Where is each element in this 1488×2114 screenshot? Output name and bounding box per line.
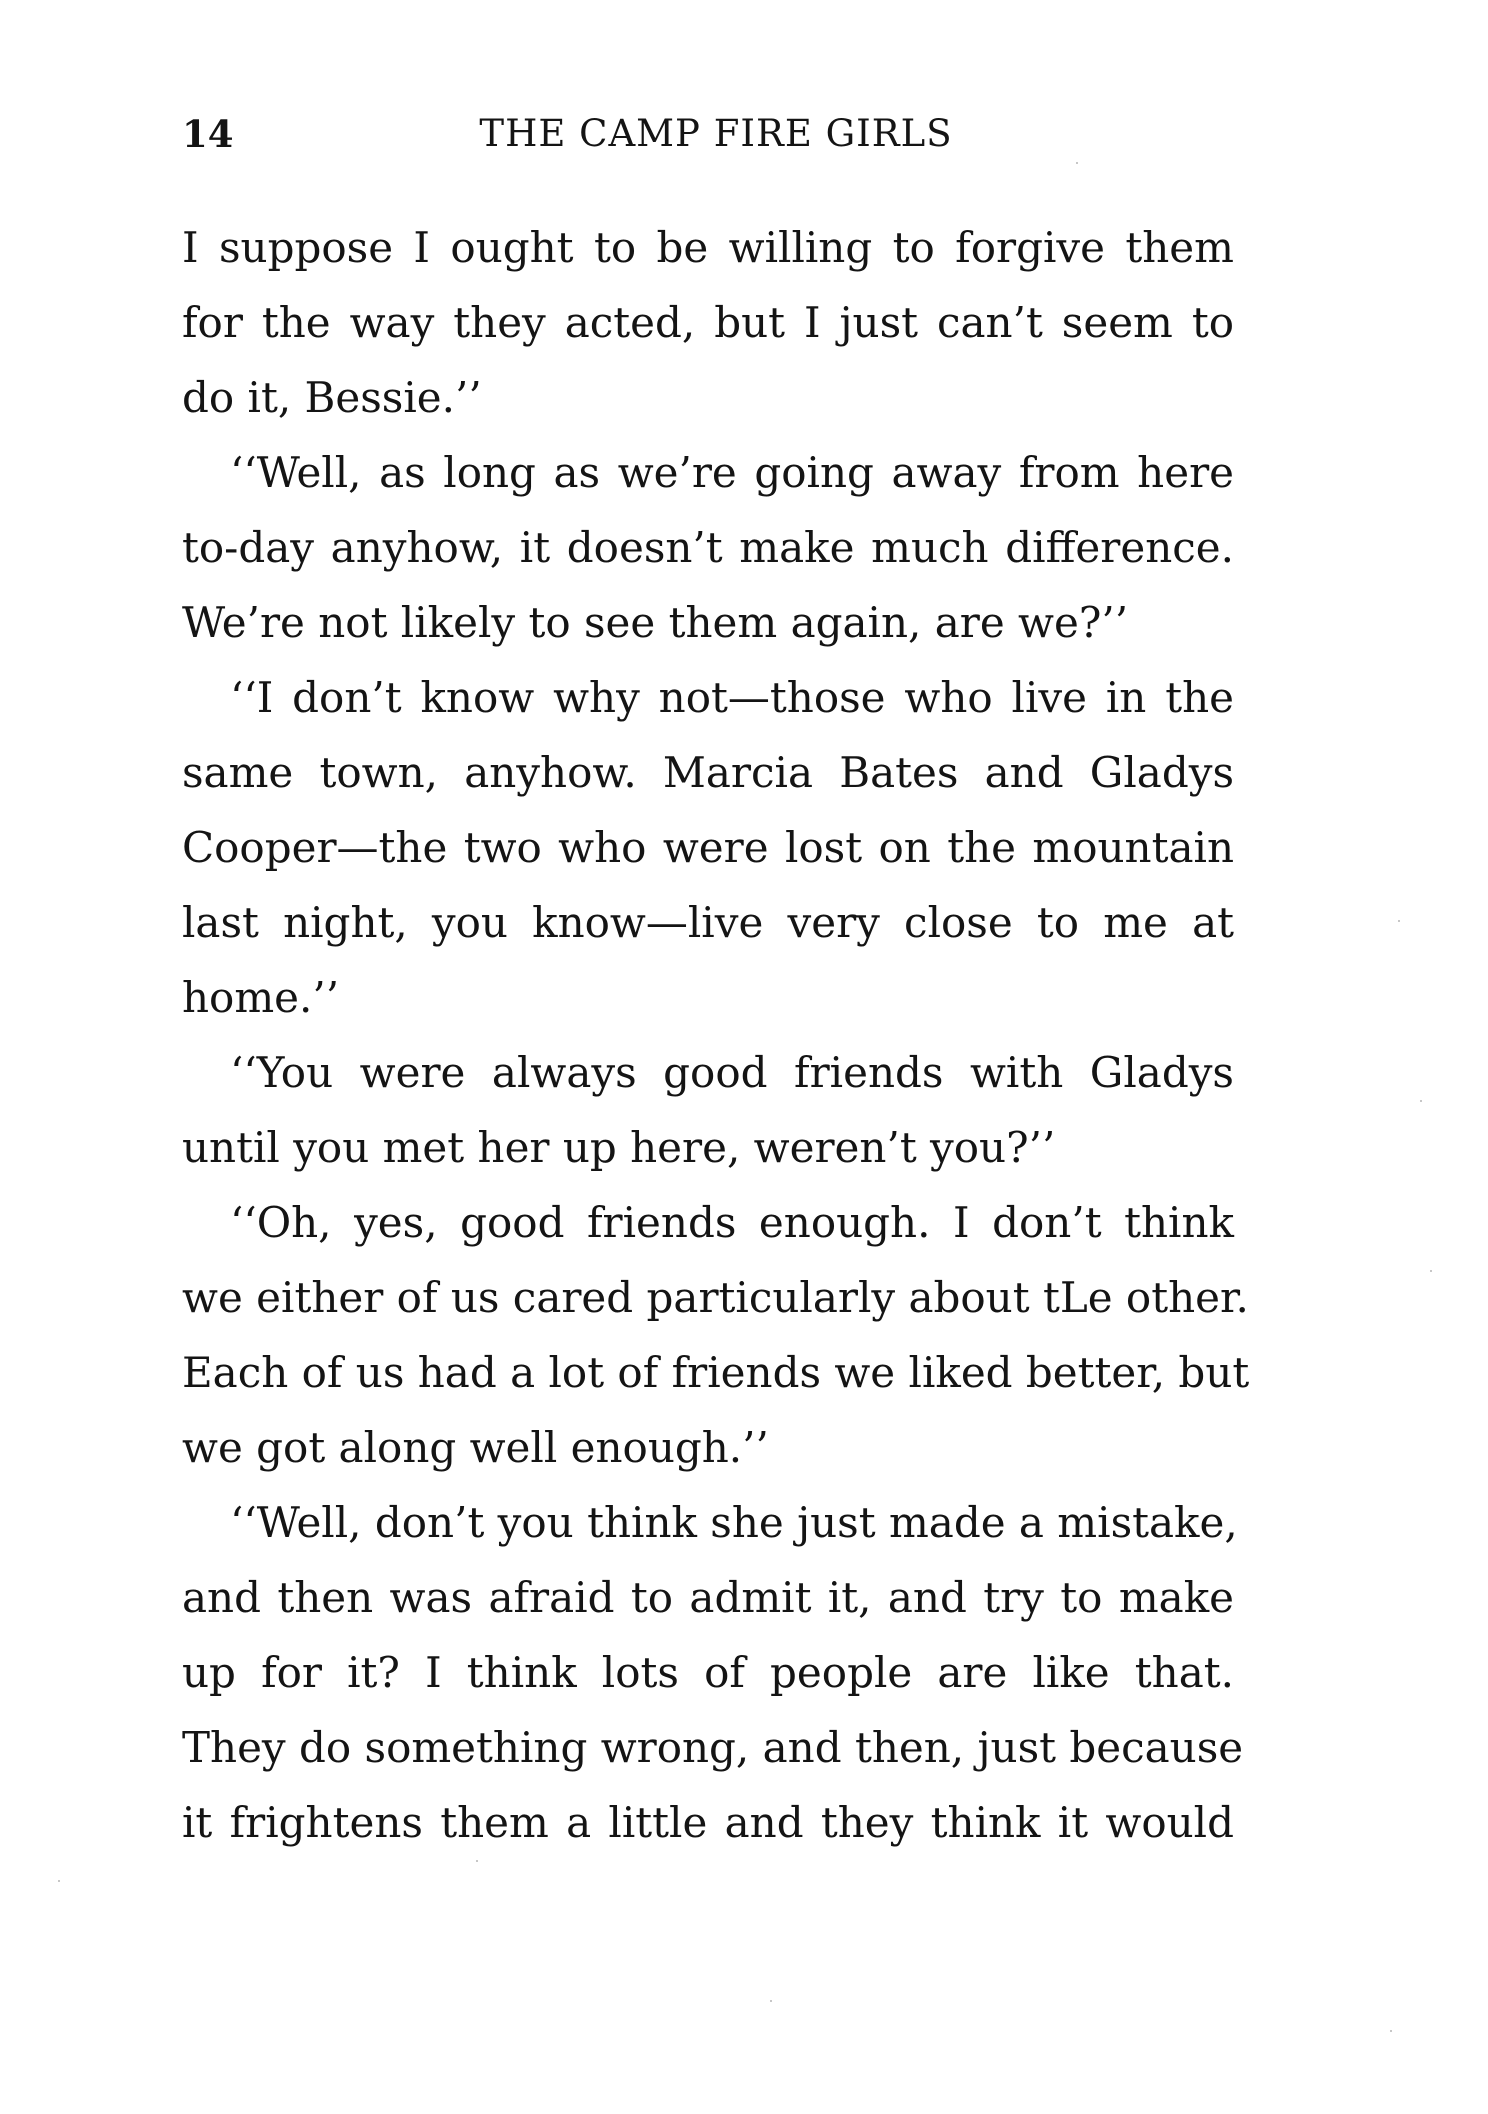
text-line: we got along well enough.’’	[182, 1423, 769, 1472]
text-line: do it, Bessie.’’	[182, 373, 482, 422]
body-text	[182, 210, 1250, 1860]
text-line: last night, you know—live very close to me at	[182, 898, 1234, 947]
text-line: ‘‘Oh, yes, good friends enough. I don’t think	[230, 1198, 1234, 1247]
text-line: it frightens them a little and they think it would	[182, 1798, 1234, 1847]
text-line: ‘‘Well, don’t you think she just made a mistake,	[230, 1498, 1238, 1547]
text-line: and then was afraid to admit it, and try to make	[182, 1573, 1234, 1622]
text-line: up for it? I think lots of people are like that.	[182, 1648, 1234, 1697]
text-line: Cooper—the two who were lost on the mountain	[182, 823, 1234, 872]
text-line: I suppose I ought to be willing to forgive them	[182, 223, 1234, 272]
paper-speck	[1398, 920, 1400, 922]
text-line: until you met her up here, weren’t you?’’	[182, 1123, 1056, 1172]
text-line: ‘‘You were always good friends with Gladys	[230, 1048, 1234, 1097]
paper-speck	[1390, 2030, 1392, 2032]
paper-speck	[58, 1880, 60, 1882]
text-line: to-day anyhow, it doesn’t make much difference.	[182, 523, 1234, 572]
text-line: They do something wrong, and then, just because	[182, 1723, 1244, 1772]
paper-speck	[1076, 162, 1078, 164]
text-line: we either of us cared particularly about tLe other.	[182, 1273, 1249, 1322]
paper-speck	[770, 2000, 772, 2002]
paper-speck	[1420, 1100, 1422, 1102]
paper-speck	[476, 1860, 478, 1862]
page-number: 14	[182, 112, 234, 156]
running-title: THE CAMP FIRE GIRLS	[479, 112, 953, 155]
text-line: ‘‘Well, as long as we’re going away from here	[230, 448, 1234, 497]
text-line: same town, anyhow. Marcia Bates and Gladys	[182, 748, 1234, 797]
text-line: We’re not likely to see them again, are we?’’	[182, 598, 1129, 647]
text-line: for the way they acted, but I just can’t seem to	[182, 298, 1234, 347]
text-line: ‘‘I don’t know why not—those who live in the	[230, 673, 1234, 722]
paper-speck	[1430, 1270, 1432, 1272]
text-line: Each of us had a lot of friends we liked better, but	[182, 1348, 1250, 1397]
text-line: home.’’	[182, 973, 340, 1022]
